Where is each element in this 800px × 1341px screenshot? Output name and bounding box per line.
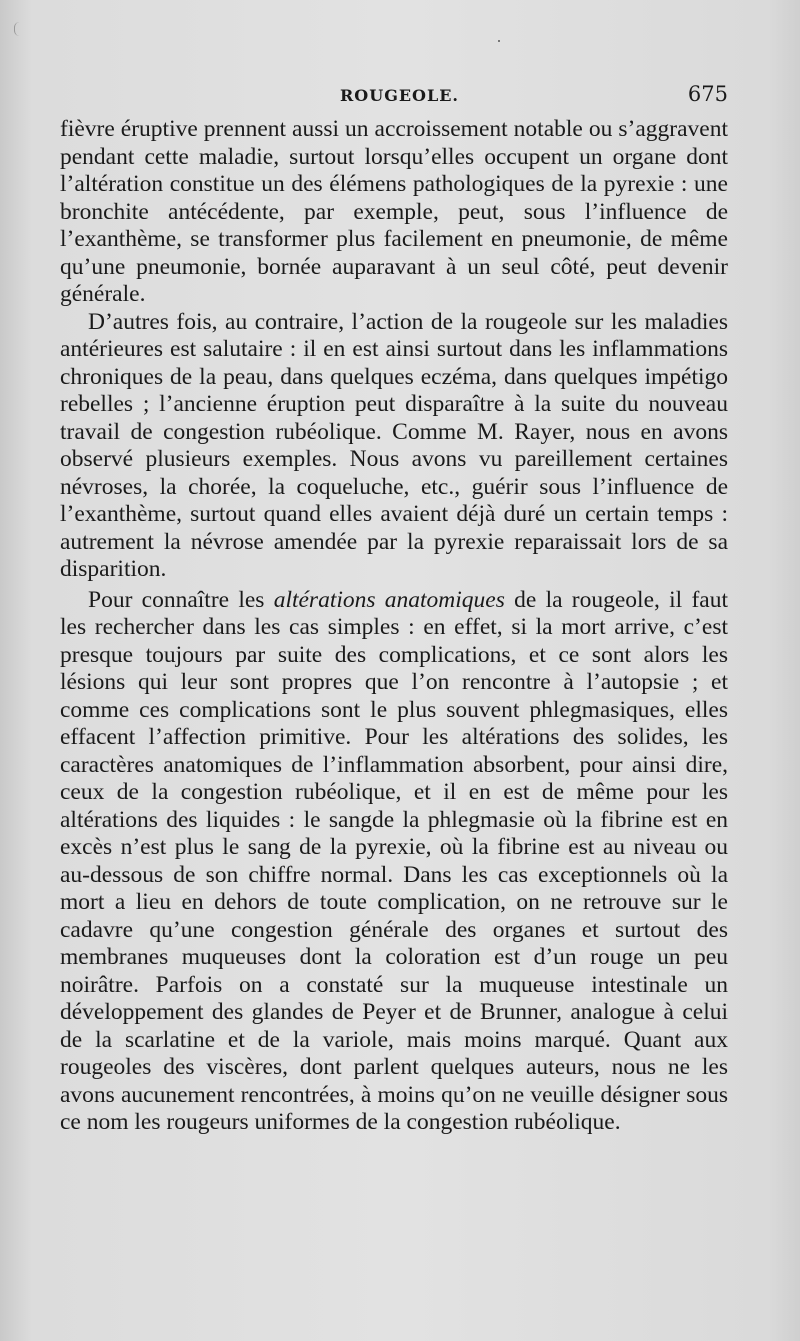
running-title: ROUGEOLE. — [340, 86, 459, 105]
paragraph-continuation — [60, 116, 728, 309]
paragraph-text: D’autres fois, au contraire, l’action de la rougeole sur les maladies antérieures est salutaire : il en est ainsi surtout dans les inflammations chroniques de la peau, dans quelques eczéma, dans quelques impétigo rebelles ; l’ancienne éruption peut disparaître à la suite du nouveau travail de congestion rubéolique. Comme M. Rayer, nous en avons observé plusieurs exemples. Nous avons vu pareillement certaines névroses, la chorée, la coqueluche, etc., guérir sous l’influence de l’exanthème, surtout quand elles avaient déjà duré un certain temps : autrement la névrose amendée par la pyrexie reparaissait lors de sa disparition. — [60, 308, 728, 582]
ink-speck — [498, 40, 500, 42]
paragraph-text-start: Pour connaître les — [88, 586, 274, 613]
paragraph-text: fièvre éruptive prennent aussi un accroissement notable ou s’aggravent pendant cette maladie, surtout lorsqu’elles occupent un organe dont l’altération constitue un des élémens pathologiques de la pyrexie : une bronchite antécédente, par exemple, peut, sous l’influence de l’exanthème, se transformer plus facilement en pneumonie, de même qu’une pneumonie, bornée auparavant à un seul côté, peut devenir générale. — [60, 116, 728, 307]
paragraph-salutary-action — [60, 309, 728, 584]
paragraph-anatomical-alterations — [60, 587, 728, 1137]
margin-mark — [14, 22, 25, 36]
body-text — [60, 116, 728, 1137]
page-number: 675 — [687, 82, 728, 106]
page-header — [60, 82, 728, 112]
italic-term: altérations anatomiques — [273, 586, 505, 613]
paragraph-text-rest: de la rougeole, il faut les rechercher dans les cas simples : en effet, si la mort arrive, c’est presque toujours par suite des complications, et ce sont alors les lésions qui leur sont propres que l’on rencontre à l’autopsie ; et comme ces complications sont le plus souvent phlegmasiques, elles effacent l’affection primitive. Pour les altérations des solides, les caractères anatomiques de l’inflammation absorbent, pour ainsi dire, ceux de la congestion rubéolique, et il en est de même pour les altérations des liquides : le sangde la phlegmasie où la fibrine est en excès n’est plus le sang de la pyrexie, où la fibrine est au niveau ou au-dessous de son chiffre normal. Dans les cas exceptionnels où la mort a lieu en dehors de toute complication, on ne retrouve sur le cadavre qu’une congestion générale des organes et surtout des membranes muqueuses dont la coloration est d’un rouge un peu noirâtre. Parfois on a constaté sur la muqueuse intestinale un développement des glandes de Peyer et de Brunner, analogue à celui de la scarlatine et de la variole, mais moins marqué. Quant aux rougeoles des viscères, dont parlent quelques auteurs, nous ne les avons aucunement rencontrées, à moins qu’on ne veuille désigner sous ce nom les rougeurs uniformes de la congestion rubéolique. — [60, 586, 728, 1135]
